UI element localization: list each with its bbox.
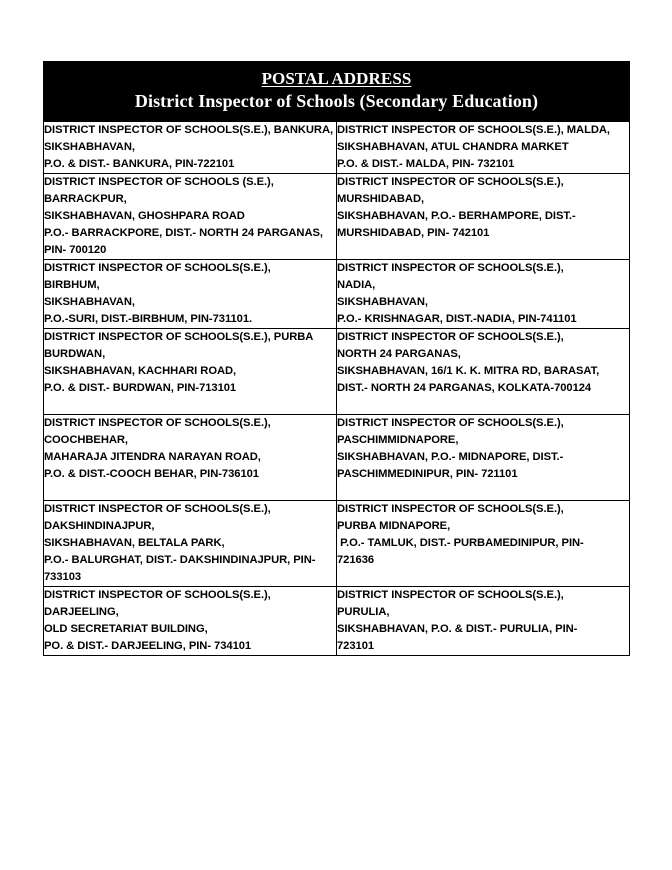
address-line: DISTRICT INSPECTOR OF SCHOOLS(S.E.), <box>44 417 271 429</box>
address-cell <box>337 587 630 656</box>
address-line: DISTRICT INSPECTOR OF SCHOOLS(S.E.), PURBA <box>44 331 314 343</box>
address-line: P.O.- TAMLUK, DIST.- PURBAMEDINIPUR, PIN- <box>337 537 584 549</box>
address-line: NORTH 24 PARGANAS, <box>337 348 461 360</box>
table-row <box>44 501 630 587</box>
address-line: DISTRICT INSPECTOR OF SCHOOLS (S.E.), <box>44 176 274 188</box>
address-cell <box>337 122 630 174</box>
address-line: DARJEELING, <box>44 606 119 618</box>
address-cell <box>44 329 337 415</box>
address-line: P.O.- BALURGHAT, DIST.- DAKSHINDINAJPUR, PIN- <box>44 554 316 566</box>
table-body <box>44 62 630 122</box>
address-line: P.O. & DIST.- BURDWAN, PIN-713101 <box>44 382 237 394</box>
address-line: P.O. & DIST.-COOCH BEHAR, PIN-736101 <box>44 468 259 480</box>
address-line: DISTRICT INSPECTOR OF SCHOOLS(S.E.), <box>44 589 271 601</box>
address-line: DISTRICT INSPECTOR OF SCHOOLS(S.E.), <box>337 331 564 343</box>
address-line: DISTRICT INSPECTOR OF SCHOOLS(S.E.), <box>337 589 564 601</box>
table-row <box>44 174 630 260</box>
address-line: SIKSHABHAVAN, BELTALA PARK, <box>44 537 225 549</box>
address-line: DISTRICT INSPECTOR OF SCHOOLS(S.E.), <box>337 503 564 515</box>
cell-blank-space <box>337 483 629 500</box>
address-line: SIKSHABHAVAN, P.O.- BERHAMPORE, DIST.- <box>337 210 576 222</box>
address-line: DIST.- NORTH 24 PARGANAS, KOLKATA-700124 <box>337 382 592 394</box>
address-line: PIN- 700120 <box>44 244 107 256</box>
cell-blank-space <box>337 397 629 414</box>
address-line: DISTRICT INSPECTOR OF SCHOOLS(S.E.), <box>337 176 564 188</box>
address-line: SIKSHABHAVAN, P.O. & DIST.- PURULIA, PIN- <box>337 623 578 635</box>
address-line: MURSHIDABAD, <box>337 193 425 205</box>
table-header-row <box>44 62 630 122</box>
address-line: NADIA, <box>337 279 376 291</box>
address-cell <box>44 122 337 174</box>
document-header-banner <box>44 62 630 122</box>
address-cell <box>337 415 630 501</box>
address-line: SIKSHABHAVAN, KACHHARI ROAD, <box>44 365 237 377</box>
address-line: OLD SECRETARIAT BUILDING, <box>44 623 208 635</box>
address-line: BARRACKPUR, <box>44 193 127 205</box>
address-line: 721636 <box>337 554 375 566</box>
address-line: DISTRICT INSPECTOR OF SCHOOLS(S.E.), <box>44 503 271 515</box>
address-line: DAKSHINDINAJPUR, <box>44 520 155 532</box>
cell-blank-space <box>337 569 629 586</box>
address-line: PURBA MIDNAPORE, <box>337 520 451 532</box>
table-row <box>44 260 630 329</box>
address-line: SIKSHABHAVAN, 16/1 K. K. MITRA RD, BARASAT, <box>337 365 600 377</box>
table-row <box>44 329 630 415</box>
address-line: PASCHIMMIDNAPORE, <box>337 434 459 446</box>
address-cell <box>337 260 630 329</box>
address-cell <box>337 329 630 415</box>
cell-blank-space <box>337 242 629 259</box>
postal-address-table <box>43 61 630 656</box>
address-line: PO. & DIST.- DARJEELING, PIN- 734101 <box>44 640 252 652</box>
address-cell <box>44 415 337 501</box>
address-line: DISTRICT INSPECTOR OF SCHOOLS(S.E.), BANKURA, <box>44 124 334 136</box>
address-line: SIKSHABHAVAN, ATUL CHANDRA MARKET <box>337 141 569 153</box>
address-line: SIKSHABHAVAN, <box>44 141 135 153</box>
address-cell <box>337 501 630 587</box>
table-row <box>44 122 630 174</box>
page-title-text: POSTAL ADDRESS <box>261 69 412 88</box>
address-cell <box>44 260 337 329</box>
cell-blank-space <box>44 397 336 414</box>
address-line: SIKSHABHAVAN, GHOSHPARA ROAD <box>44 210 245 222</box>
table-row <box>44 415 630 501</box>
address-line: 723101 <box>337 640 375 652</box>
address-line: BURDWAN, <box>44 348 106 360</box>
address-line: SIKSHABHAVAN, <box>337 296 428 308</box>
address-line: P.O.- KRISHNAGAR, DIST.-NADIA, PIN-741101 <box>337 313 577 325</box>
address-line: DISTRICT INSPECTOR OF SCHOOLS(S.E.), <box>337 417 564 429</box>
address-line: DISTRICT INSPECTOR OF SCHOOLS(S.E.), <box>337 262 564 274</box>
address-line: COOCHBEHAR, <box>44 434 128 446</box>
address-line: P.O. & DIST.- BANKURA, PIN-722101 <box>44 158 235 170</box>
address-line: SIKSHABHAVAN, P.O.- MIDNAPORE, DIST.- <box>337 451 564 463</box>
address-line: MURSHIDABAD, PIN- 742101 <box>337 227 490 239</box>
address-line: SIKSHABHAVAN, <box>44 296 135 308</box>
address-line: P.O.- BARRACKPORE, DIST.- NORTH 24 PARGANAS, <box>44 227 323 239</box>
address-line: DISTRICT INSPECTOR OF SCHOOLS(S.E.), MALDA, <box>337 124 610 136</box>
table-row <box>44 587 630 656</box>
cell-blank-space <box>44 483 336 500</box>
address-cell <box>337 174 630 260</box>
address-cell <box>44 174 337 260</box>
address-line: DISTRICT INSPECTOR OF SCHOOLS(S.E.), <box>44 262 271 274</box>
address-line: 733103 <box>44 571 82 583</box>
page-title <box>48 68 625 89</box>
address-rows <box>44 122 630 656</box>
address-line: PURULIA, <box>337 606 390 618</box>
address-line: PASCHIMMEDINIPUR, PIN- 721101 <box>337 468 518 480</box>
address-line: P.O.-SURI, DIST.-BIRBHUM, PIN-731101. <box>44 313 253 325</box>
address-cell <box>44 587 337 656</box>
address-line: MAHARAJA JITENDRA NARAYAN ROAD, <box>44 451 261 463</box>
page-subtitle: District Inspector of Schools (Secondary Education) <box>134 91 539 111</box>
address-line: BIRBHUM, <box>44 279 100 291</box>
address-cell <box>44 501 337 587</box>
address-line: P.O. & DIST.- MALDA, PIN- 732101 <box>337 158 515 170</box>
